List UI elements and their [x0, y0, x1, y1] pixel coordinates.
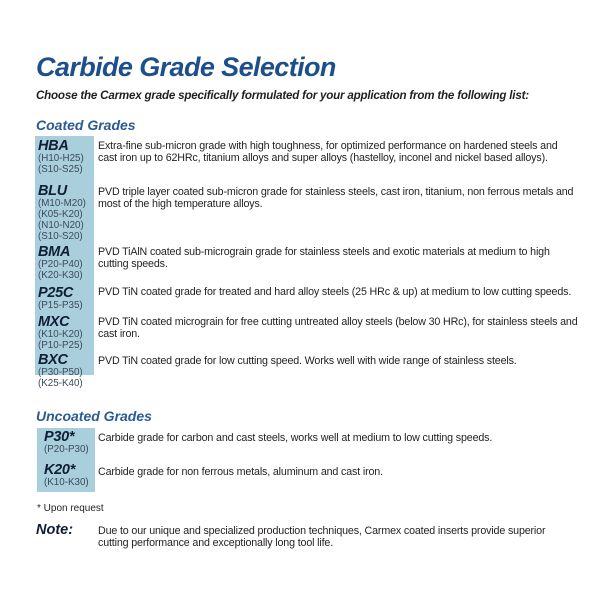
grade-name: P30* — [44, 429, 75, 445]
grade-name: P25C — [38, 285, 74, 301]
page-title: Carbide Grade Selection — [36, 52, 336, 82]
footnote: * Upon request — [37, 503, 104, 514]
grade-description: PVD TiN coated grade for low cutting speed. Works well with wide range of stainless steels. — [98, 355, 517, 367]
grade-name: BXC — [38, 352, 68, 368]
grade-description: PVD triple layer coated sub-micron grade for stainless steels, cast iron, titanium, non ferrous metals and most of the high temperature alloys. — [98, 186, 574, 211]
grade-description: PVD TiN coated micrograin for free cutting untreated alloy steels (below 30 HRc), for stainless steels and cast iron. — [98, 316, 578, 341]
grade-description: PVD TiAlN coated sub-micrograin grade for stainless steels and exotic materials at medium to high cutting speeds. — [98, 246, 550, 271]
grade-range: (S10-S20) — [38, 231, 83, 242]
grade-range: (S10-S25) — [38, 164, 83, 175]
grade-description: Carbide grade for non ferrous metals, aluminum and cast iron. — [98, 466, 383, 478]
grade-range: (M10-M20) — [38, 198, 86, 209]
grade-name: MXC — [38, 314, 70, 330]
grade-range: (K10-K20) — [38, 329, 83, 340]
uncoated-grades-heading: Uncoated Grades — [36, 408, 152, 424]
grade-blu — [38, 184, 86, 242]
grade-description: PVD TiN coated grade for treated and hard alloy steels (25 HRc & up) at medium to low cutting speeds. — [98, 286, 572, 298]
grade-range: (N10-N20) — [38, 220, 84, 231]
grade-name: BMA — [38, 244, 71, 260]
grade-bma — [38, 245, 83, 281]
page-subtitle: Choose the Carmex grade specifically formulated for your application from the following list: — [36, 89, 529, 102]
grade-k20 — [44, 463, 89, 488]
grade-description: Extra-fine sub-micron grade with high toughness, for optimized performance on hardened steels and cast iron up to 62HRc, titanium alloys and super alloys (hastelloy, inconel and nickel based alloys). — [98, 140, 558, 165]
grade-range: (P30-P50) — [38, 367, 83, 378]
grade-range: (K20-K30) — [38, 270, 83, 281]
coated-grades-heading: Coated Grades — [36, 117, 136, 133]
grade-description: Carbide grade for carbon and cast steels, works well at medium to low cutting speeds. — [98, 432, 493, 444]
grade-range: (P20-P30) — [44, 444, 89, 455]
grade-name: HBA — [38, 138, 69, 154]
grade-range: (K10-K30) — [44, 477, 89, 488]
grade-hba — [38, 139, 84, 175]
grade-bxc — [38, 353, 83, 389]
grade-range: (K25-K40) — [38, 378, 83, 389]
grade-mxc — [38, 315, 83, 351]
grade-range: (P10-P25) — [38, 340, 83, 351]
grade-p30 — [44, 430, 89, 455]
grade-range: (P20-P40) — [38, 259, 83, 270]
grade-p25c — [38, 286, 83, 311]
grade-range: (K05-K20) — [38, 209, 83, 220]
note-label: Note: — [36, 522, 74, 538]
grade-range: (H10-H25) — [38, 153, 84, 164]
grade-name: K20* — [44, 462, 76, 478]
note-text: Due to our unique and specialized production techniques, Carmex coated inserts provide superior cutting performance and exceptionally long tool life. — [98, 525, 546, 550]
grade-range: (P15-P35) — [38, 300, 83, 311]
grade-name: BLU — [38, 183, 67, 199]
